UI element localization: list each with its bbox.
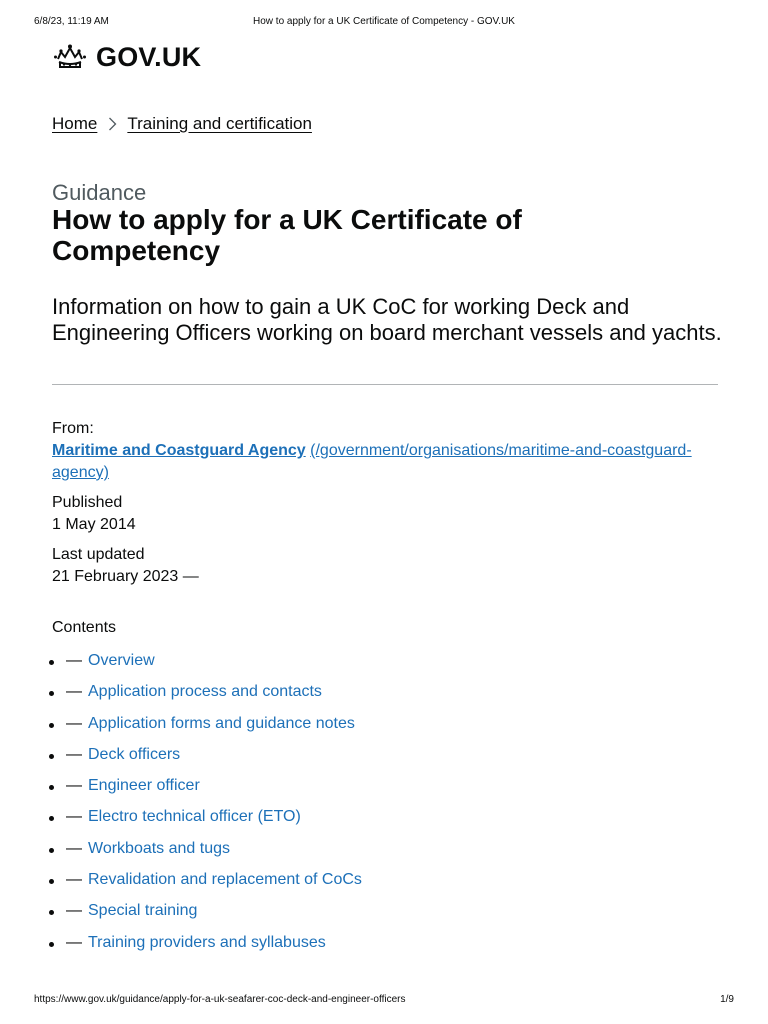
contents-item — [52, 775, 362, 806]
contents-link-application-forms[interactable]: Application forms and guidance notes — [88, 714, 355, 732]
breadcrumb-link-home[interactable]: Home — [52, 114, 98, 133]
contents-link-training-providers[interactable]: Training providers and syllabuses — [88, 933, 326, 951]
dash-separator: — — [66, 652, 82, 669]
print-page-number: 1/9 — [720, 994, 734, 1005]
page-lead-paragraph: Information on how to gain a UK CoC for working Deck and Engineering Officers working on board merchant vessels and yachts. — [52, 294, 722, 345]
contents-item — [52, 932, 362, 963]
contents-link-special-training[interactable]: Special training — [88, 902, 198, 920]
breadcrumb-link-training[interactable]: Training and certification — [127, 114, 312, 133]
contents-item — [52, 900, 362, 931]
contents-link-revalidation[interactable]: Revalidation and replacement of CoCs — [88, 871, 362, 889]
published-block — [52, 492, 732, 536]
page-title: How to apply for a UK Certificate of Competency — [52, 204, 522, 266]
govuk-logo-link[interactable] — [52, 42, 201, 73]
dash-separator: — — [66, 839, 82, 857]
contents-item — [52, 869, 362, 900]
contents-item — [52, 650, 362, 681]
dash-separator: — — [66, 871, 82, 889]
contents-link-overview[interactable]: Overview — [88, 652, 155, 669]
contents-item — [52, 806, 362, 837]
dash-separator: — — [66, 902, 82, 920]
organisation-url-link[interactable]: (/government/organisations/maritime-and-coastguard-agency) — [52, 442, 692, 481]
print-url: https://www.gov.uk/guidance/apply-for-a-uk-seafarer-coc-deck-and-engineer-officers — [34, 994, 406, 1005]
dash-separator: — — [66, 777, 82, 795]
contents-link-deck-officers[interactable]: Deck officers — [88, 745, 181, 763]
organisation-link[interactable]: Maritime and Coastguard Agency — [52, 442, 306, 459]
print-datetime: 6/8/23, 11:19 AM — [34, 16, 109, 27]
dash-separator: — — [66, 933, 82, 951]
from-label: From: — [52, 420, 94, 437]
dash-separator: — — [66, 683, 82, 701]
contents-heading: Contents — [52, 619, 117, 636]
last-updated-date: 21 February 2023 — — [52, 568, 199, 585]
from-block — [52, 418, 732, 484]
dash-separator: — — [66, 745, 82, 763]
contents-link-engineer-officer[interactable]: Engineer officer — [88, 777, 200, 795]
published-label: Published — [52, 494, 123, 511]
dash-separator: — — [66, 714, 82, 732]
updated-block — [52, 544, 732, 588]
metadata-block — [52, 418, 732, 596]
contents-link-electro-technical-officer[interactable]: Electro technical officer (ETO) — [88, 808, 301, 826]
contents-item — [52, 713, 362, 744]
contents-list — [52, 650, 362, 963]
chevron-right-icon — [108, 117, 117, 131]
contents-item — [52, 681, 362, 712]
contents-link-application-process[interactable]: Application process and contacts — [88, 683, 322, 701]
crown-icon — [52, 43, 88, 73]
govuk-logo-text: GOV.UK — [96, 42, 202, 72]
contents-link-workboats-tugs[interactable]: Workboats and tugs — [88, 839, 231, 857]
last-updated-label: Last updated — [52, 546, 145, 563]
contents-item — [52, 744, 362, 775]
page-caption: Guidance — [52, 180, 147, 205]
print-document-title: How to apply for a UK Certificate of Competency - GOV.UK — [253, 16, 515, 27]
section-divider — [52, 384, 718, 385]
dash-separator: — — [66, 808, 82, 826]
contents-item — [52, 838, 362, 869]
breadcrumb — [52, 114, 312, 134]
published-date: 1 May 2014 — [52, 516, 136, 533]
